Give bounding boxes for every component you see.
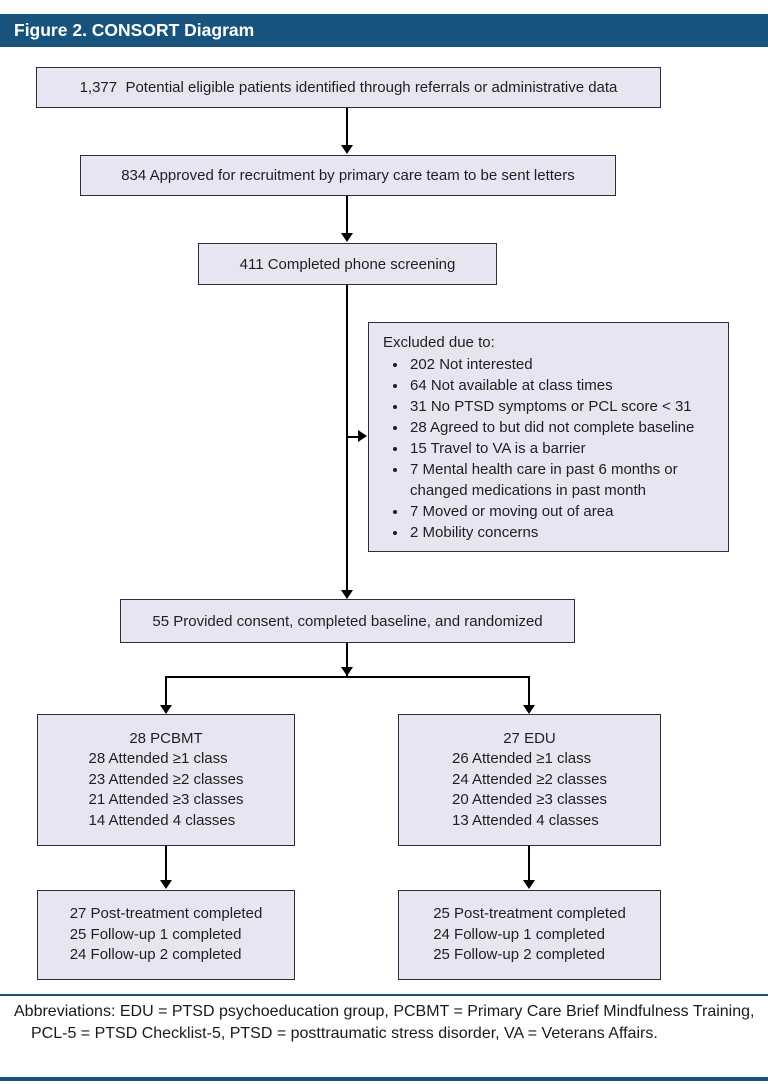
arrowhead-down-icon xyxy=(341,590,353,599)
edu-followup-line: 25 Follow-up 2 completed xyxy=(433,946,605,964)
box-pcbmt-followup xyxy=(37,890,295,980)
arrowhead-down-icon xyxy=(160,705,172,714)
arrowhead-down-icon xyxy=(160,880,172,889)
connector-approved-screened-line xyxy=(346,196,348,234)
excluded-item: • 7 Moved or moving out of area xyxy=(408,501,716,522)
arrowhead-down-icon xyxy=(341,233,353,242)
excluded-item: • 31 No PTSD symptoms or PCL score < 31 xyxy=(408,396,716,417)
abbreviations-note: Abbreviations: EDU = PTSD psychoeducation group, PCBMT = Primary Care Brief Mindfulness Training, PCL-5 = PTSD Checklist-5, PTSD = posttraumatic stress disorder, VA = Veterans Affairs. xyxy=(14,1003,755,1042)
excluded-item: • 28 Agreed to but did not complete baseline xyxy=(408,417,716,438)
box-excluded xyxy=(368,322,729,552)
connector-split-left-line xyxy=(165,678,167,706)
edu-arm-line: 24 Attended ≥2 classes xyxy=(451,770,607,788)
edu-followup-line: 25 Post-treatment completed xyxy=(433,905,626,923)
box-randomized-text: 55 Provided consent, completed baseline, and randomized xyxy=(152,612,543,630)
connector-screened-randomized-line xyxy=(346,285,348,591)
box-screened xyxy=(198,243,497,285)
pcbmt-arm-line: 21 Attended ≥3 classes xyxy=(88,791,244,809)
edu-arm-content xyxy=(452,729,607,832)
pcbmt-arm-title: 28 PCBMT xyxy=(129,729,203,747)
arrowhead-down-icon xyxy=(523,705,535,714)
figure-title-bar xyxy=(0,14,768,47)
edu-arm-line: 26 Attended ≥1 class xyxy=(451,750,592,768)
excluded-item: • 64 Not available at class times xyxy=(408,375,716,396)
pcbmt-arm-line: 23 Attended ≥2 classes xyxy=(88,770,244,788)
edu-arm-title: 27 EDU xyxy=(503,729,556,747)
arrowhead-down-icon xyxy=(341,145,353,154)
excluded-item: • 15 Travel to VA is a barrier xyxy=(408,438,716,459)
connector-split-right-line xyxy=(528,678,530,706)
box-pcbmt-arm xyxy=(37,714,295,846)
excluded-title: Excluded due to: xyxy=(383,334,495,351)
box-edu-arm xyxy=(398,714,661,846)
pcbmt-arm-line: 28 Attended ≥1 class xyxy=(88,750,228,768)
pcbmt-arm-content xyxy=(88,729,243,832)
connector-split-horizontal-line xyxy=(165,676,530,678)
footer-divider-line xyxy=(0,994,768,996)
connector-identified-approved-line xyxy=(346,108,348,146)
excluded-item: • 202 Not interested xyxy=(408,354,716,375)
excluded-item: • 2 Mobility concerns xyxy=(408,522,716,543)
connector-edu-followup-line xyxy=(528,846,530,881)
box-screened-text: 411 Completed phone screening xyxy=(239,255,456,273)
pcbmt-followup-line: 25 Follow-up 1 completed xyxy=(69,925,242,943)
box-randomized xyxy=(120,599,575,643)
box-identified-text: 1,377 Potential eligible patients identified through referrals or administrative data xyxy=(79,79,618,96)
pcbmt-arm-line: 14 Attended 4 classes xyxy=(88,811,236,829)
edu-followup-line: 24 Follow-up 1 completed xyxy=(433,925,605,943)
excluded-list xyxy=(383,354,716,543)
excluded-item: • 7 Mental health care in past 6 months or changed medications in past month xyxy=(408,459,716,501)
box-identified xyxy=(36,67,661,108)
edu-arm-line: 20 Attended ≥3 classes xyxy=(451,791,607,809)
box-edu-followup xyxy=(398,890,661,980)
box-approved xyxy=(80,155,616,196)
edu-arm-line: 13 Attended 4 classes xyxy=(451,811,599,829)
connector-pcbmt-followup-line xyxy=(165,846,167,881)
arrowhead-right-icon xyxy=(358,430,367,442)
arrowhead-down-icon xyxy=(523,880,535,889)
edu-followup-content xyxy=(433,904,626,966)
box-approved-text: 834 Approved for recruitment by primary care team to be sent letters xyxy=(121,167,575,184)
pcbmt-followup-line: 27 Post-treatment completed xyxy=(69,905,263,923)
bottom-accent-bar xyxy=(0,1077,768,1081)
pcbmt-followup-content xyxy=(70,904,263,966)
pcbmt-followup-line: 24 Follow-up 2 completed xyxy=(69,946,242,964)
arrowhead-down-icon xyxy=(341,667,353,676)
figure-title: Figure 2. CONSORT Diagram xyxy=(14,20,255,40)
